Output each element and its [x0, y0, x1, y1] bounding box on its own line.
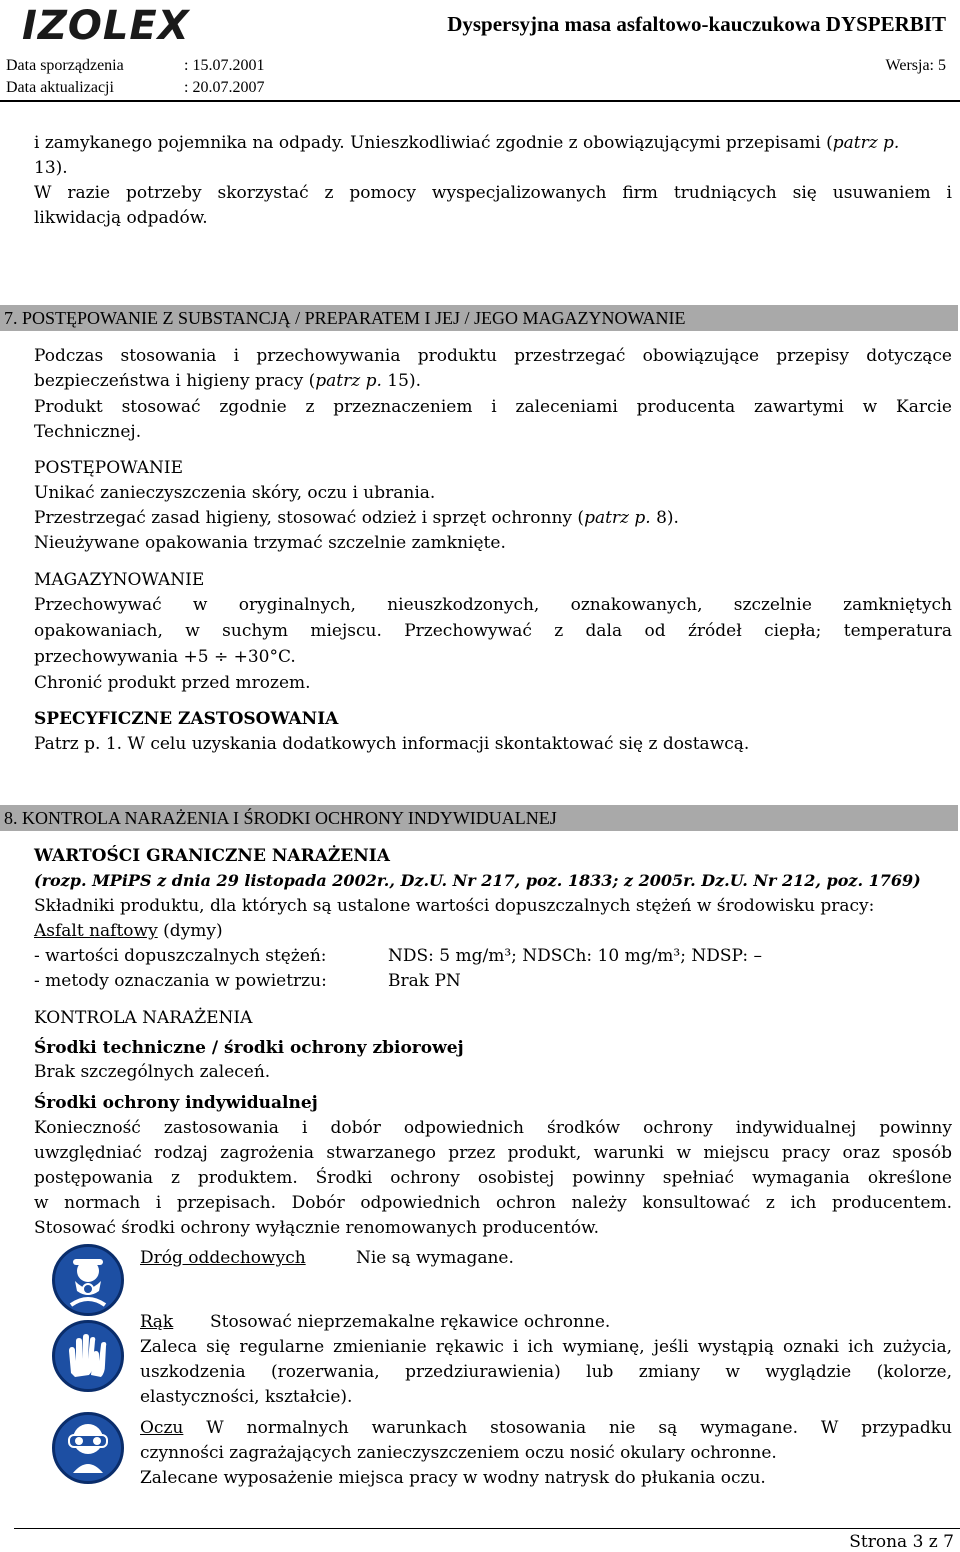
- storage-line-3: przechowywania +5 ÷ +30°C.: [34, 647, 296, 667]
- technical-measures-heading: Środki techniczne / środki ochrony zbiorowej: [34, 1038, 464, 1058]
- storage-line-4: Chronić produkt przed mrozem.: [34, 673, 311, 693]
- exposure-control-heading: KONTROLA NARAŻENIA: [34, 1008, 253, 1028]
- hands-line-3: uszkodzenia (rozerwania, przedziurawienia) lub zmiany w wyglądzie (kolorze,: [140, 1362, 952, 1382]
- handling-line-3: Nieużywane opakowania trzymać szczelnie zamknięte.: [34, 533, 506, 553]
- ppe-line-5: Stosować środki ochrony wyłącznie renomowanych producentów.: [34, 1218, 599, 1238]
- ppe-line-2: uwzględniać rodzaj zagrożenia stwarzanego przez produkt, warunki w miejscu pracy oraz sposób: [34, 1143, 952, 1163]
- ppe-line-1: Konieczność zastosowania i dobór odpowiednich środków ochrony indywidualnej powinny: [34, 1118, 952, 1138]
- footer-divider: [14, 1528, 960, 1529]
- version-label: Wersja: 5: [885, 57, 946, 74]
- date-prepared-value: : 15.07.2001: [184, 57, 265, 74]
- ppe-heading: Środki ochrony indywidualnej: [34, 1093, 318, 1113]
- intro-line-4: likwidacją odpadów.: [34, 208, 208, 228]
- intro-line-2: 13).: [34, 158, 68, 178]
- limits-regulation-ref: (rozp. MPiPS z dnia 29 listopada 2002r., Dz.U. Nr 217, poz. 1833; z 2005r. Dz.U. Nr 212, poz. 1769): [34, 871, 921, 890]
- specific-use-line: Patrz p. 1. W celu uzyskania dodatkowych informacji skontaktować się z dostawcą.: [34, 734, 750, 754]
- technical-measures-text: Brak szczególnych zaleceń.: [34, 1062, 271, 1082]
- limit-row-1-label: - wartości dopuszczalnych stężeń:: [34, 946, 327, 966]
- respirator-mask-icon: [52, 1244, 124, 1316]
- date-prepared-label: Data sporządzenia: [6, 57, 124, 74]
- section-8-header: 8. KONTROLA NARAŻENIA I ŚRODKI OCHRONY INDYWIDUALNEJ: [0, 805, 958, 831]
- handling-heading: POSTĘPOWANIE: [34, 458, 184, 478]
- s7-p2-line1: Produkt stosować zgodnie z przeznaczeniem i zaleceniami producenta zawartymi w Karcie: [34, 397, 952, 417]
- intro-line-3: W razie potrzeby skorzystać z pomocy wyspecjalizowanych firm trudniących się usuwaniem i: [34, 183, 952, 203]
- handling-line-2: Przestrzegać zasad higieny, stosować odzież i sprzęt ochronny (patrz p. 8).: [34, 508, 679, 528]
- hands-label: Rąk: [140, 1312, 174, 1332]
- handling-line-1: Unikać zanieczyszczenia skóry, oczu i ubrania.: [34, 483, 436, 503]
- document-title: Dyspersyjna masa asfaltowo-kauczukowa DYSPERBIT: [447, 12, 946, 36]
- specific-use-heading: SPECYFICZNE ZASTOSOWANIA: [34, 709, 339, 729]
- date-updated-value: : 20.07.2007: [184, 79, 265, 96]
- storage-heading: MAGAZYNOWANIE: [34, 570, 205, 590]
- eyes-line-1: Oczu W normalnych warunkach stosowania nie są wymagane. W przypadku: [140, 1418, 952, 1438]
- component-name: Asfalt naftowy: [34, 921, 158, 941]
- hands-line-4: elastyczności, kształcie).: [140, 1387, 353, 1407]
- respiratory-text: Nie są wymagane.: [356, 1248, 514, 1268]
- component-line: Asfalt naftowy (dymy): [34, 921, 223, 941]
- storage-line-2: opakowaniach, w suchym miejscu. Przechowywać z dala od źródeł ciepła; temperatura: [34, 621, 952, 641]
- intro-line-1: i zamykanego pojemnika na odpady. Unieszkodliwiać zgodnie z obowiązującymi przepisami (patrz p.: [34, 133, 900, 153]
- limits-intro: Składniki produktu, dla których są ustalone wartości dopuszczalnych stężeń w środowisku pracy:: [34, 896, 875, 916]
- ppe-line-4: w normach i przepisach. Dobór odpowiednich ochron należy konsultować z ich producentem.: [34, 1193, 952, 1213]
- storage-line-1: Przechowywać w oryginalnych, nieuszkodzonych, oznakowanych, szczelnie zamkniętych: [34, 595, 952, 615]
- hands-line-2: Zaleca się regularne zmienianie rękawic i ich wymianę, jeśli wystąpią oznaki ich zużycia,: [140, 1337, 952, 1357]
- limits-heading: WARTOŚCI GRANICZNE NARAŻENIA: [34, 846, 390, 866]
- s7-p1-line2: bezpieczeństwa i higieny pracy (patrz p. 15).: [34, 371, 421, 391]
- ppe-line-3: postępowania z produktem. Środki ochrony osobistej powinny spełniać wymagania określone: [34, 1168, 952, 1188]
- respiratory-label: Dróg oddechowych: [140, 1248, 306, 1268]
- limit-row-2-label: - metody oznaczania w powietrzu:: [34, 971, 327, 991]
- header-divider: [0, 100, 960, 102]
- protective-gloves-icon: [52, 1320, 124, 1392]
- limit-row-2-value: Brak PN: [388, 971, 461, 991]
- page-number: Strona 3 z 7: [849, 1532, 954, 1552]
- hands-text: Stosować nieprzemakalne rękawice ochronne.: [210, 1312, 611, 1332]
- date-updated-label: Data aktualizacji: [6, 79, 114, 96]
- safety-goggles-icon: [52, 1412, 124, 1484]
- s7-p2-line2: Technicznej.: [34, 422, 142, 442]
- s7-p1-line1: Podczas stosowania i przechowywania produktu przestrzegać obowiązujące przepisy dotyczące: [34, 346, 952, 366]
- section-7-header: 7. POSTĘPOWANIE Z SUBSTANCJĄ / PREPARATEM I JEJ / JEGO MAGAZYNOWANIE: [0, 305, 958, 331]
- eyes-label: Oczu: [140, 1418, 184, 1438]
- company-logo: IZOLEX: [22, 3, 190, 49]
- eyes-line-2: czynności zagrażających zanieczyszczeniem oczu nosić okulary ochronne.: [140, 1443, 777, 1463]
- limit-row-1-value: NDS: 5 mg/m³; NDSCh: 10 mg/m³; NDSP: –: [388, 946, 762, 966]
- eyes-line-3: Zalecane wyposażenie miejsca pracy w wodny natrysk do płukania oczu.: [140, 1468, 766, 1488]
